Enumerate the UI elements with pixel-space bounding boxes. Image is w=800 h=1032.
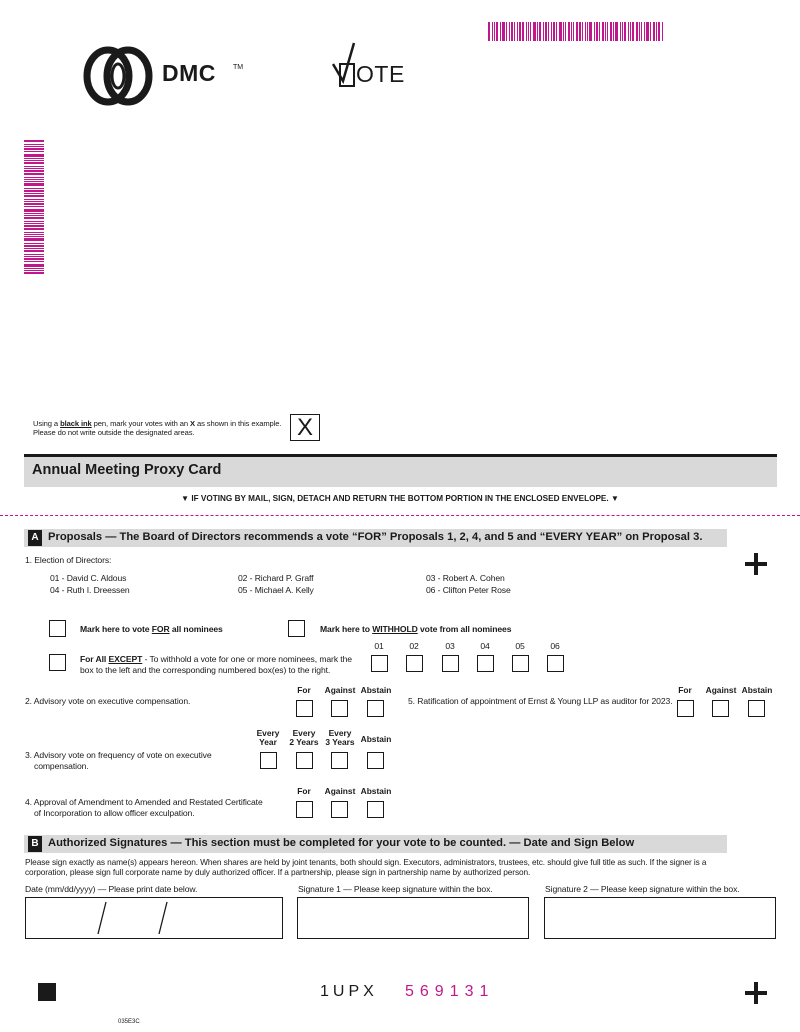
nominee: 04 - Ruth I. Dreessen: [50, 585, 130, 595]
except-nominee-04-checkbox[interactable]: [477, 655, 494, 672]
section-b-title: Authorized Signatures — This section must be completed for your vote to be counted. — Date and Sign Below: [48, 837, 635, 849]
for-all-label: Mark here to vote FOR all nominees: [80, 624, 223, 634]
proposal-2-against-checkbox[interactable]: [331, 700, 348, 717]
section-a-tag: A: [28, 530, 42, 546]
nominee: 03 - Robert A. Cohen: [426, 573, 505, 583]
dmc-rings-icon: [82, 43, 156, 109]
section-a-bar: [24, 529, 727, 547]
for-all-except-checkbox[interactable]: [49, 654, 66, 671]
proposal-4-text: 4. Approval of Amendment to Amended and Restated Certificate of Incorporation to allow officer exculpation.: [25, 797, 263, 818]
except-number-label: 02: [409, 641, 419, 651]
top-barcode: [488, 22, 666, 41]
except-number-label: 05: [515, 641, 525, 651]
except-nominee-05-checkbox[interactable]: [512, 655, 529, 672]
column-header: For: [297, 685, 311, 695]
column-header: Abstain: [360, 734, 392, 744]
proposal-4-for-checkbox[interactable]: [296, 801, 313, 818]
column-header: Abstain: [741, 685, 773, 695]
example-marked-box: X: [290, 414, 320, 441]
side-barcode: [24, 140, 44, 276]
proposal-2-text: 2. Advisory vote on executive compensation.: [25, 696, 191, 706]
down-arrow-icon: ▼: [180, 494, 190, 503]
proposal-3-text: 3. Advisory vote on frequency of vote on executive compensation.: [25, 750, 212, 771]
detach-note: ▼ IF VOTING BY MAIL, SIGN, DETACH AND RETURN THE BOTTOM PORTION IN THE ENCLOSED ENVELOPE. ▼: [180, 494, 620, 503]
proposal-3-every-year-checkbox[interactable]: [260, 752, 277, 769]
withhold-all-checkbox[interactable]: [288, 620, 305, 637]
except-nominee-01-checkbox[interactable]: [371, 655, 388, 672]
small-code: 035E3C: [118, 1019, 140, 1025]
election-label: 1. Election of Directors:: [25, 555, 112, 565]
proposal-5-for-checkbox[interactable]: [677, 700, 694, 717]
form-code: 1UPX: [320, 983, 378, 1000]
except-nominee-02-checkbox[interactable]: [406, 655, 423, 672]
column-header: Abstain: [360, 685, 392, 695]
registration-plus-icon: [745, 982, 767, 1004]
nominee: 05 - Michael A. Kelly: [238, 585, 314, 595]
down-arrow-icon: ▼: [610, 494, 620, 503]
ink-instructions: Using a black ink pen, mark your votes with an X as shown in this example. Please do not write outside the designated areas.: [33, 419, 282, 438]
nominee: 02 - Richard P. Graff: [238, 573, 314, 583]
column-header: For: [678, 685, 692, 695]
proposal-4-against-checkbox[interactable]: [331, 801, 348, 818]
date-label: Date (mm/dd/yyyy) — Please print date below.: [25, 884, 198, 894]
except-number-label: 06: [550, 641, 560, 651]
date-input-box[interactable]: [25, 897, 283, 939]
signature-2-label: Signature 2 — Please keep signature within the box.: [545, 884, 740, 894]
signature-1-box[interactable]: [297, 897, 529, 939]
vote-logo-text: [356, 61, 405, 88]
section-b-tag: B: [28, 836, 42, 852]
column-header: Against: [324, 786, 356, 796]
except-nominee-03-checkbox[interactable]: [442, 655, 459, 672]
proposal-5-text: 5. Ratification of appointment of Ernst & Young LLP as auditor for 2023.: [408, 696, 673, 706]
proposal-5-abstain-checkbox[interactable]: [748, 700, 765, 717]
for-all-checkbox[interactable]: [49, 620, 66, 637]
date-separators: [26, 898, 280, 936]
proposal-2-for-checkbox[interactable]: [296, 700, 313, 717]
card-title: Annual Meeting Proxy Card: [32, 462, 222, 478]
except-number-label: 04: [480, 641, 490, 651]
vote-logo-text: OTE: [356, 61, 405, 87]
vote-checkbox-icon: [332, 40, 356, 90]
trademark: TM: [233, 64, 244, 71]
column-header: Every 2 Years: [289, 728, 319, 748]
control-number: 569131: [405, 983, 495, 1000]
proposal-4-abstain-checkbox[interactable]: [367, 801, 384, 818]
proposal-5-against-checkbox[interactable]: [712, 700, 729, 717]
section-a-title: Proposals — The Board of Directors recommends a vote “FOR” Proposals 1, 2, 4, and 5 and “EVERY YEAR” on Proposal 3.: [48, 531, 703, 543]
column-header: Against: [705, 685, 737, 695]
detach-line: [0, 515, 800, 516]
proposal-3-every-2-years-checkbox[interactable]: [296, 752, 313, 769]
except-number-label: 01: [374, 641, 384, 651]
proposal-3-every-3-years-checkbox[interactable]: [331, 752, 348, 769]
column-header: Abstain: [360, 786, 392, 796]
proposal-3-abstain-checkbox[interactable]: [367, 752, 384, 769]
nominee: 01 - David C. Aldous: [50, 573, 127, 583]
proposal-2-abstain-checkbox[interactable]: [367, 700, 384, 717]
section-b-bar: [24, 835, 727, 853]
nominee: 06 - Clifton Peter Rose: [426, 585, 511, 595]
except-number-label: 03: [445, 641, 455, 651]
signature-2-box[interactable]: [544, 897, 776, 939]
brand-name: DMC: [162, 60, 216, 86]
column-header: For: [297, 786, 311, 796]
column-header: Every 3 Years: [325, 728, 355, 748]
except-nominee-06-checkbox[interactable]: [547, 655, 564, 672]
signature-instructions: Please sign exactly as name(s) appears hereon. When shares are held by joint tenants, both should sign. Executors, administrators, trustees, etc. should give full title as such. If the signer is a corporation, please sign full corporate name by duly authorized officer. If a partnership, please sign in partnership name by authorized person.: [25, 857, 707, 878]
column-header: Every Year: [256, 728, 280, 748]
registration-square: [38, 983, 56, 1001]
for-all-except-label: For All EXCEPT - To withhold a vote for one or more nominees, mark the box to the left and the corresponding numbered box(es) to the right.: [80, 654, 352, 675]
withhold-all-label: Mark here to WITHHOLD vote from all nominees: [320, 624, 512, 634]
registration-plus-icon: [745, 553, 767, 575]
signature-1-label: Signature 1 — Please keep signature within the box.: [298, 884, 493, 894]
column-header: Against: [324, 685, 356, 695]
